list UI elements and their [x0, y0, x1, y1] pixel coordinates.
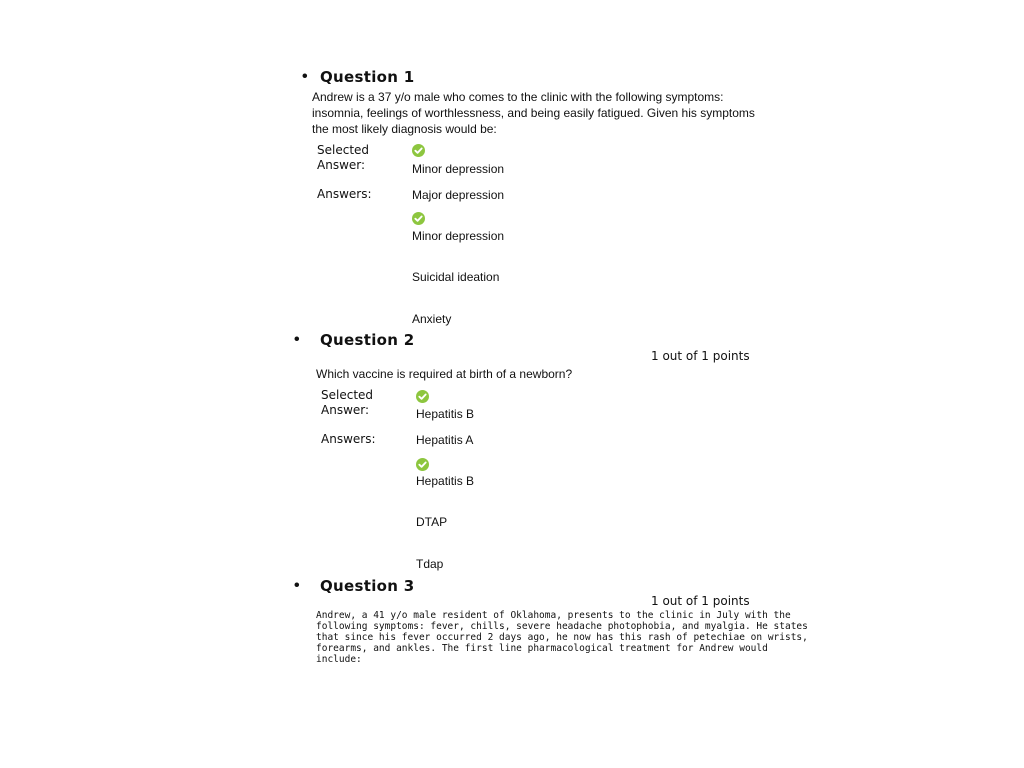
check-circle-icon	[412, 212, 425, 225]
selected-answer-label	[317, 143, 387, 173]
question-text-line: following symptoms: fever, chills, severe headache photophobia, and myalgia. He states	[316, 621, 808, 632]
question-3-text	[316, 610, 808, 665]
label-line: Selected	[317, 143, 370, 157]
question-text-line: forearms, and ankles. The first line pharmacological treatment for Andrew would	[316, 643, 768, 654]
selected-answer-label	[321, 388, 391, 418]
answer-option: DTAP	[416, 515, 448, 529]
label-line: Selected	[321, 388, 374, 402]
answer-option: Anxiety	[412, 312, 452, 326]
question-text-line: Andrew, a 41 y/o male resident of Oklahoma, presents to the clinic in July with the	[316, 610, 791, 621]
check-circle-icon	[416, 458, 429, 471]
question-text-line: the most likely diagnosis would be:	[312, 122, 497, 136]
answer-option: Suicidal ideation	[412, 270, 500, 284]
points-label: 1 out of 1 points	[651, 594, 750, 608]
label-line: Answer:	[321, 403, 370, 417]
question-text-line: Which vaccine is required at birth of a newborn?	[316, 367, 573, 381]
question-text-line: that since his fever occurred 2 days ago, he now has this rash of petechiae on wrists,	[316, 632, 808, 643]
question-text-line: Andrew is a 37 y/o male who comes to the clinic with the following symptoms:	[312, 90, 724, 104]
question-1-text	[312, 89, 755, 137]
answer-option: Major depression	[412, 188, 505, 202]
label-line: Answer:	[317, 158, 366, 172]
bullet: •	[302, 68, 308, 85]
check-circle-icon	[412, 144, 425, 157]
selected-answer: Minor depression	[412, 162, 505, 176]
answers-label: Answers:	[321, 432, 376, 446]
question-text-line: include:	[316, 654, 362, 665]
points-label: 1 out of 1 points	[651, 349, 750, 363]
answer-option-correct: Hepatitis B	[416, 474, 475, 488]
selected-answer: Hepatitis B	[416, 407, 475, 421]
answer-option: Hepatitis A	[416, 433, 474, 447]
question-2-title: Question 2	[320, 331, 415, 349]
question-text-line: insomnia, feelings of worthlessness, and being easily fatigued. Given his symptoms	[312, 106, 755, 120]
question-1-title: Question 1	[320, 68, 415, 86]
answers-label: Answers:	[317, 187, 372, 201]
question-2-text	[316, 366, 572, 382]
answer-option: Tdap	[416, 557, 444, 571]
answer-option-correct: Minor depression	[412, 229, 505, 243]
bullet: •	[294, 331, 300, 348]
question-3-title: Question 3	[320, 577, 415, 595]
check-circle-icon	[416, 390, 429, 403]
bullet: •	[294, 577, 300, 594]
